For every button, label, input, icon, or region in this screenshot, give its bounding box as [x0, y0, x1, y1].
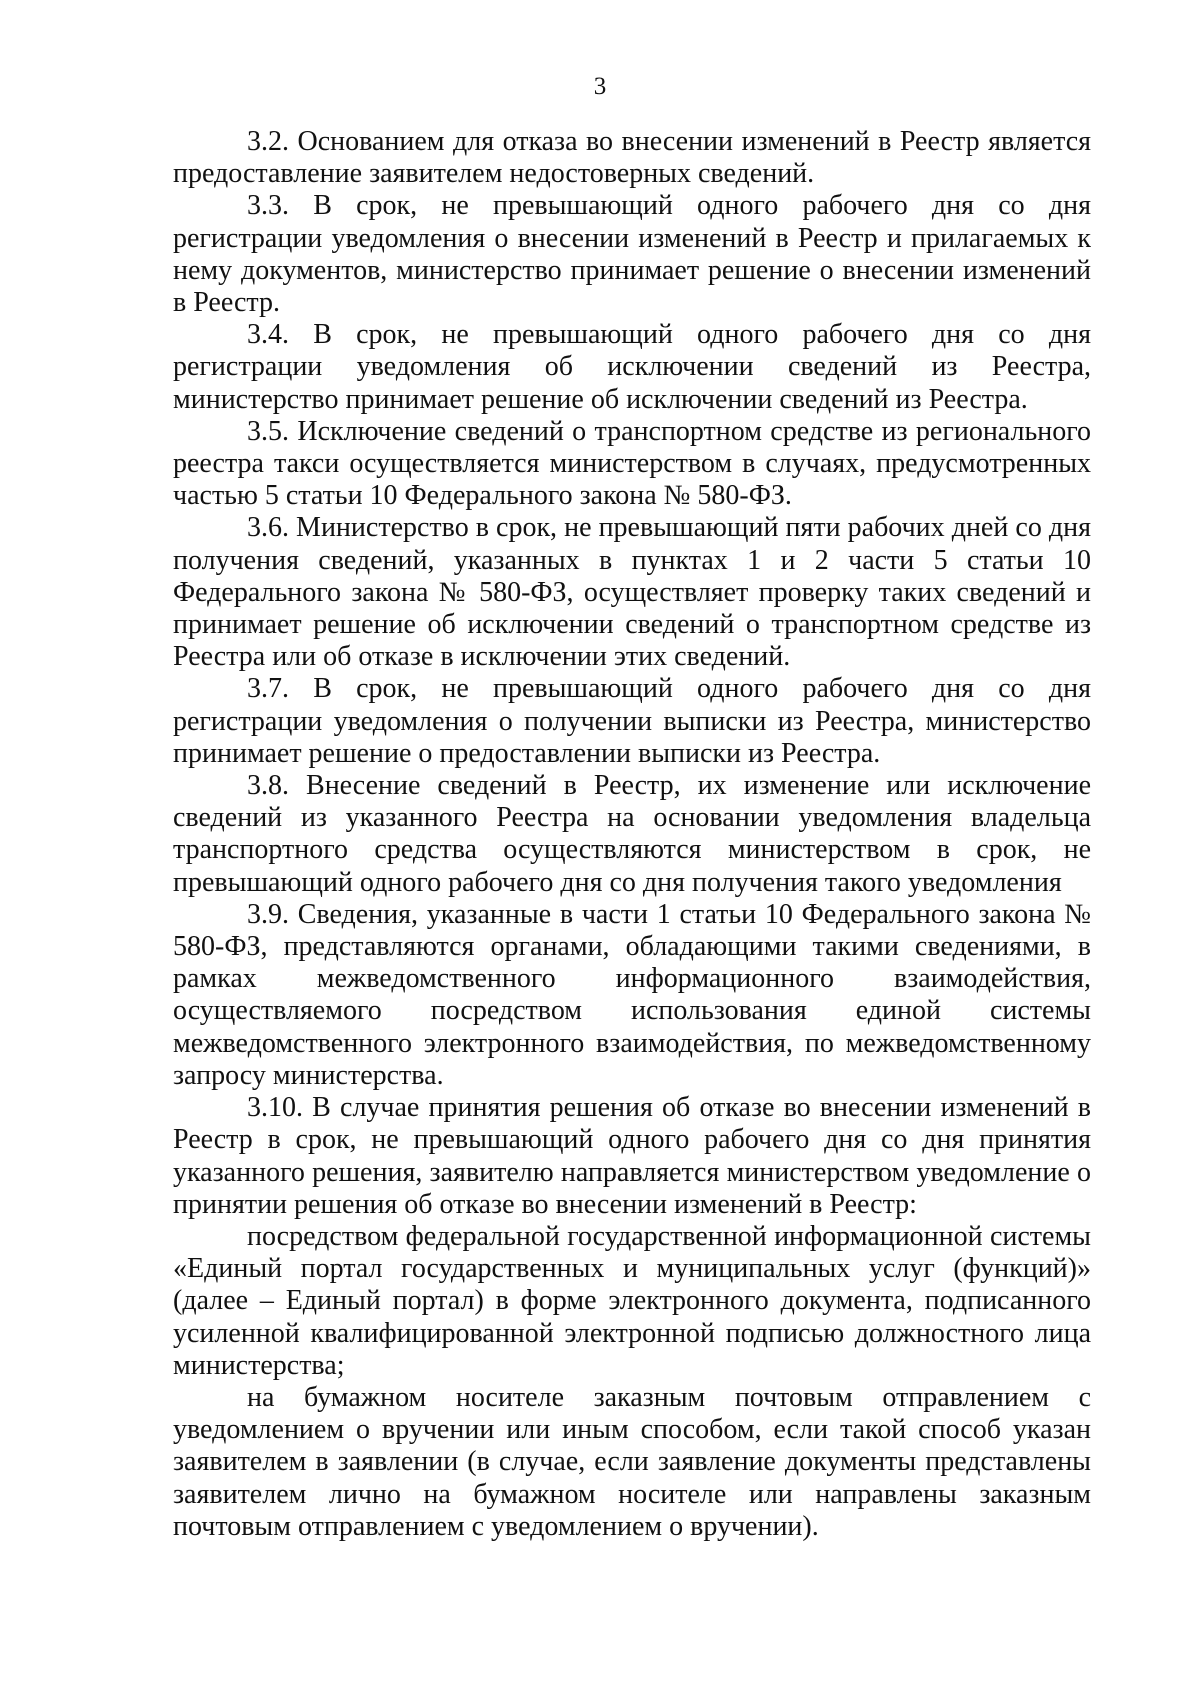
- paragraph-unified-portal: посредством федеральной государственной информационной системы «Единый портал государственных и муниципальных услуг (функций)» (далее – Единый портал) в форме электронного документа, подписанного усиленной квалифицированной электронной подписью должностного лица министерства;: [173, 1220, 1091, 1381]
- page-number: 3: [593, 73, 607, 100]
- paragraph-3-7: 3.7. В срок, не превышающий одного рабочего дня со дня регистрации уведомления о получении выписки из Реестра, министерство принимает решение о предоставлении выписки из Реестра.: [173, 673, 1091, 769]
- paragraph-3-5: 3.5. Исключение сведений о транспортном средстве из регионального реестра такси осуществляется министерством в случаях, предусмотренных частью 5 статьи 10 Федерального закона № 580-ФЗ.: [173, 415, 1091, 512]
- paragraph-3-9: 3.9. Сведения, указанные в части 1 статьи 10 Федерального закона № 580-ФЗ, представляются органами, обладающими такими сведениями, в рамках межведомственного информационного взаимодействия, осуществляемого посредством использования единой системы межведомственного электронного взаимодействия, по межведомственному запросу министерства.: [173, 898, 1091, 1091]
- document-body: [173, 126, 1091, 1543]
- paragraph-3-8: 3.8. Внесение сведений в Реестр, их изменение или исключение сведений из указанного Реестра на основании уведомления владельца транспортного средства осуществляются министерством в срок, не превышающий одного рабочего дня со дня получения такого уведомления: [173, 770, 1091, 898]
- paragraph-3-6: 3.6. Министерство в срок, не превышающий пяти рабочих дней со дня получения сведений, указанных в пунктах 1 и 2 части 5 статьи 10 Федерального закона № 580-ФЗ, осуществляет проверку таких сведений и принимает решение об исключении сведений о транспортном средстве из Реестра или об отказе в исключении этих сведений.: [173, 512, 1091, 673]
- paragraph-3-3: 3.3. В срок, не превышающий одного рабочего дня со дня регистрации уведомления о внесении изменений в Реестр и прилагаемых к нему документов, министерство принимает решение о внесении изменений в Реестр.: [173, 190, 1091, 319]
- paragraph-3-4: 3.4. В срок, не превышающий одного рабочего дня со дня регистрации уведомления об исключении сведений из Реестра, министерство принимает решение об исключении сведений из Реестра.: [173, 319, 1091, 415]
- paragraph-paper-mail: на бумажном носителе заказным почтовым отправлением с уведомлением о вручении или иным способом, если такой способ указан заявителем в заявлении (в случае, если заявление документы представлены заявителем лично на бумажном носителе или направлены заказным почтовым отправлением с уведомлением о вручении).: [173, 1381, 1091, 1542]
- paragraph-3-2: 3.2. Основанием для отказа во внесении изменений в Реестр является предоставление заявителем недостоверных сведений.: [173, 126, 1091, 190]
- paragraph-3-10: 3.10. В случае принятия решения об отказе во внесении изменений в Реестр в срок, не превышающий одного рабочего дня со дня принятия указанного решения, заявителю направляется министерством уведомление о принятии решения об отказе во внесении изменений в Реестр:: [173, 1092, 1091, 1220]
